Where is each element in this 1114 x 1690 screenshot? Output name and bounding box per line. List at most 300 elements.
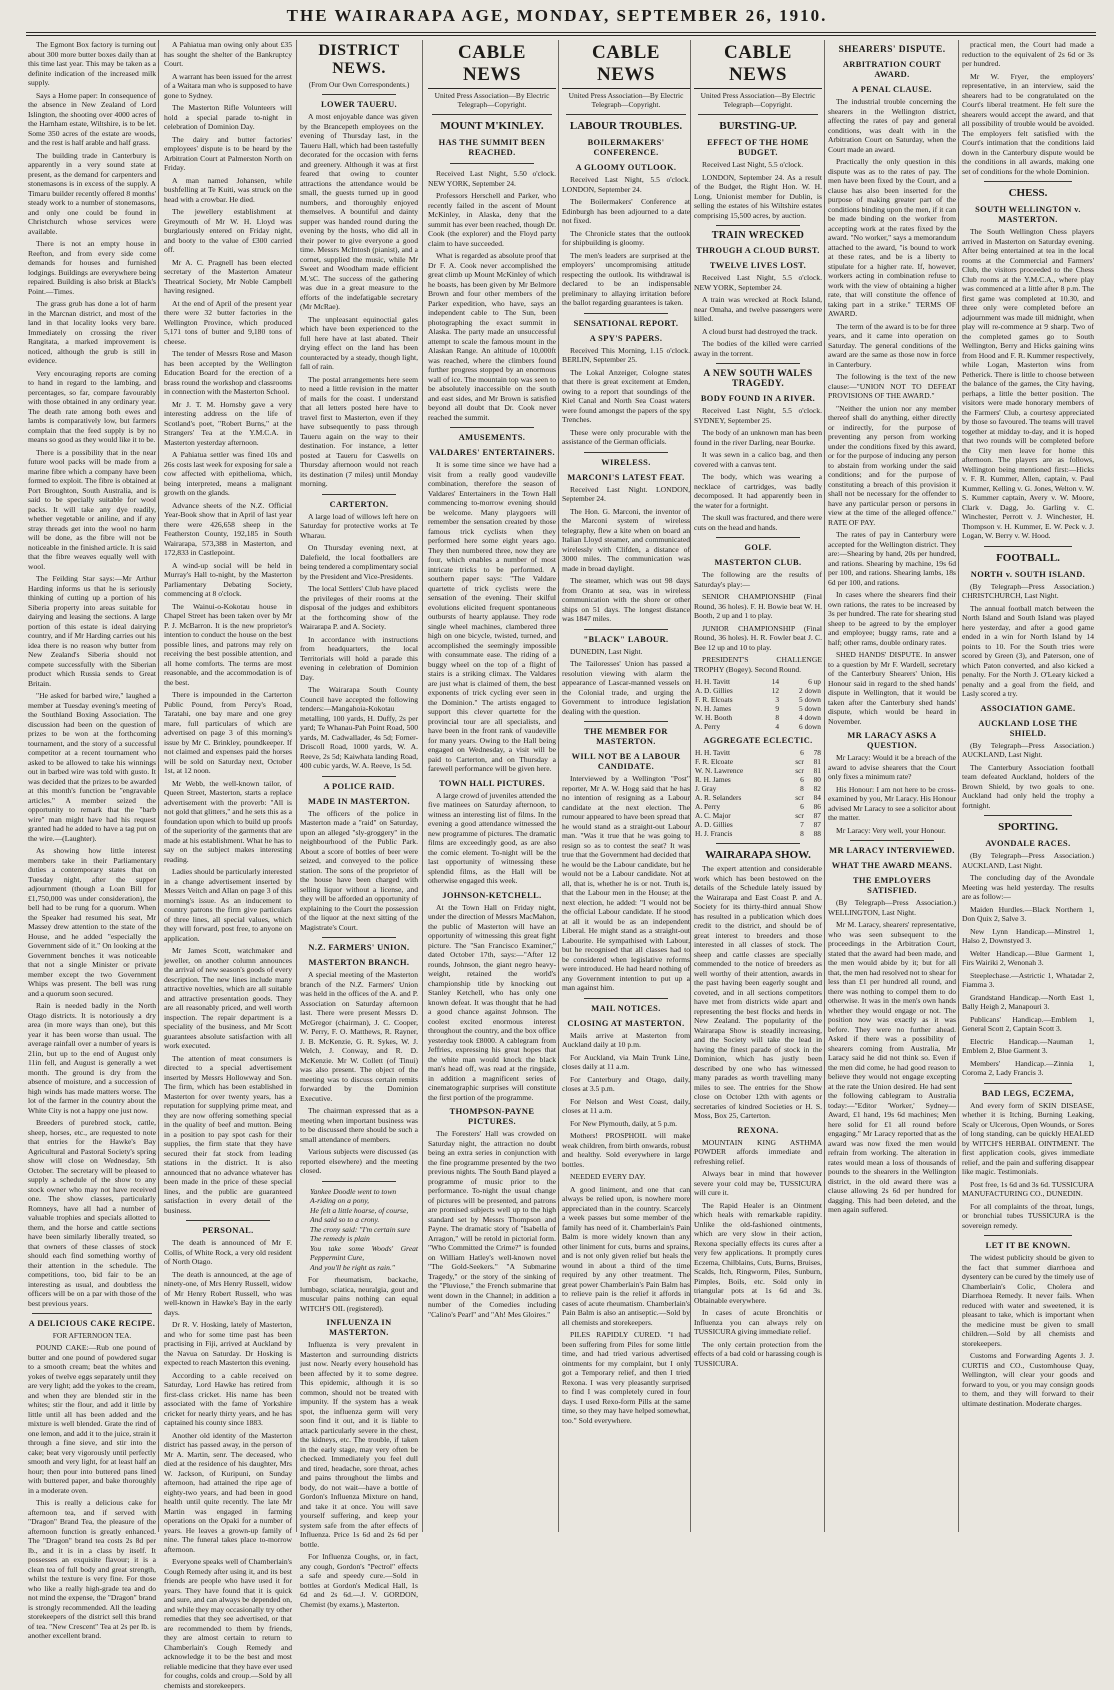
column-rule [824, 40, 825, 1532]
score-row [694, 713, 822, 722]
paragraph: The widest publicity should be given to the fact that summer diarrhoea and dysentery can be cured by the timely use of Chamberlain's Colic, Cholera and Diarrhoea Remedy. It never fails. When reduced with water and sweetened, it is pleasant to take, which is important when the medicine must be given to small children.—Sold by all chemists and storekeepers. [962, 1253, 1095, 1348]
wireless-subtitle: MARCONI'S LATEST FEAT. [567, 472, 685, 482]
section-divider [716, 225, 800, 226]
district-news-heading: DISTRICT NEWS. [318, 42, 400, 77]
column-1-paragraphs [28, 40, 156, 1308]
paragraph: SENIOR CHAMPIONSHIP (Final Round, 36 holes). F. H. Bowie beat W. H. Booth, 2 up and 1 to play. [694, 592, 822, 620]
paragraph: Very encouraging reports are coming to hand in regard to the lambing, and percentages, so far, compare favourably with those obtained in any ordinary year. The death rate among both ewes and lambs is comparatively low, but farmers complain that the feed supply is by no means so good as they would like it to be. [28, 368, 156, 444]
association-title: ASSOCIATION GAME. [980, 703, 1076, 713]
story-subheading: EFFECT OF THE HOME BUDGET. [707, 138, 809, 157]
section-divider [322, 776, 396, 777]
district-section-title: N.Z. FARMERS' UNION. [308, 943, 410, 952]
score-row [694, 784, 822, 793]
score-row [694, 829, 822, 838]
dateline: Received Last Night, 5.5 o'clock. LONDON, September 24. [562, 175, 690, 194]
paragraph: Electric Handicap.—Nauman 1, Emblem 2, Blue Garment 3. [962, 1036, 1094, 1055]
paragraph: The Rapid Healer is an Ointment which heals with remarkable rapidity. Unlike the old-fashioned ointments, which are very slow in their action, Rexona specially effects its cures after a very few applications. It promptly cures Eczema, Chilblains, Cuts, Burns, Bruises, Scalds, Itch, Ringworm, Piles, Sunburn, Pimples, Boils, etc. Sold only in triangular pots at 1s 6d and 3s. Obtainable everywhere. [694, 1200, 822, 1305]
paragraph: A warrant has been issued for the arrest of a Waitara man who is supposed to have gone to Sydney. [164, 71, 292, 100]
paragraph: The body, which was wearing a necklace of cartridges, was badly decomposed. It had apparently been in the water for a fortnight. [694, 472, 822, 510]
paragraph: His Honour: I am not here to be cross-examined by you, Mr Laracy. His Honour advised Mr Laracy to see a solicitor about the matter. [828, 784, 956, 822]
score-cell: 82 [813, 784, 821, 793]
paragraph: A large load of willows left here on Saturday for protective works at Te Wharau. [300, 511, 418, 540]
section-divider [984, 181, 1072, 182]
paragraph: The jewellery establishment at Greymouth of Mr W. H. Lloyd was burglariously entered on Friday night, and booty to the value of £300 carried off. [164, 207, 292, 254]
paragraph: Members' Handicap.—Zinnia 1, Coroma 2, Lady Francis 3. [962, 1058, 1094, 1077]
paragraph: It is some time since we have had a visit from a really good vaudeville combination, therefore the season of Valdares' Entertainers in the Town Hall commencing to-morrow evening should be welcome. Many playgoers will remember the sensation created by those famous trick cyclists when they performed here some eight years ago. They then numbered three, now they are four, which enables a number of most intricate tricks to be performed. A southern paper says: "The Valdare quartette of trick cyclists were the sensation of the evening. Their skilful evolutions elicited frequent spontaneous outbursts of hearty applause. They rode single wheel machines, clambered three high on one bicycle, twisted, turned, and accomplished the seemingly impossible with consummate ease. The riding of a buggy wheel on the top of a flight of stairs is a striking climax. The Valdares are just what is claimed of them, the best exponents of trick cycling ever seen in the Dominion." The artists engaged to support this clever quartette for the provincial tour are all specialists, and have been in the front rank of vaudeville for many years. Owing to the Hall being engaged on Wednesday, a visit will be paid to Carterton, and on Thursday a farewell performance will be given here. [428, 460, 556, 773]
paragraph: Customs and Forwarding Agents J. J. CURTIS and CO., Customhouse Quay, Wellington, will clear your goods and forward to you, or you may consign goods to them, and they will forward to their ultimate destination. Moderate charges. [962, 1351, 1094, 1408]
paragraph: Mr W. Fryer, the employers' representative, in an interview, said the shearers had to be congratulated on the Court's liberal treatment. He felt sure the shearers would accept the award, and that all possibility of trouble would be avoided. The employers felt satisfied with the Court's intimation that the conditions laid down in the Canterbury dispute would be the conditions in all awards, making one set of conditions for the whole Dominion. [962, 71, 1094, 176]
section-divider [450, 163, 534, 164]
football-title: FOOTBALL. [996, 551, 1060, 564]
story-subheading-2: A GLOOMY OUTLOOK. [575, 163, 677, 172]
cable-news-heading: CABLE NEWS [694, 42, 822, 89]
paragraph: A Pahiatua man owing only about £35 has sought the shelter of the Bankruptcy Court. [164, 40, 292, 68]
score-row [694, 802, 822, 811]
paragraph: The grass grub has done a lot of harm in the Marcnan district, and most of the land in that locality looks very bare. Immediately on crossing the river Rangitata, a marked improvement is noticed, although the grub is still in evidence. [28, 299, 156, 365]
verse-line: The crony said: "I'm certain sure [310, 1224, 411, 1234]
masthead-rule [26, 32, 1096, 33]
district-section-subtitle: MASTERTON BRANCH. [308, 958, 410, 967]
chess-subtitle: SOUTH WELLINGTON v. MASTERTON. [975, 205, 1081, 224]
score-row [694, 748, 822, 757]
score-cell: 6 down [799, 722, 821, 731]
district-sections [300, 100, 418, 1182]
aggregate-title: AGGREGATE ECLECTIC. [703, 736, 813, 745]
paragraph: "He asked for barbed wire," laughed a member at Tuesday evening's meeting of the Southland Boxing Association. The discussion had been on the question of prizes to be won at the forthcoming tournament, and the story of a successful competitor at a recent tournament who asked to be allowed to take his winnings out in barbed wire was told with gusto. It was decided that the prizes to be awarded at this month's function be "engravable articles." A member seized the opportunity to remark that the "barb wire" man might have had his request granted had he added to have a tag put on the wire.—(Laughter). [28, 691, 156, 843]
paragraph: The skull was fractured, and there were cuts on the head and hands. [694, 513, 822, 532]
cable-news-heading: CABLE NEWS [562, 42, 690, 89]
paragraph: Mails arrive at Masterton from Auckland daily at 10 p.m. [562, 1030, 690, 1049]
score-cell: 8 [775, 713, 780, 722]
section-divider [984, 815, 1072, 816]
paragraph: Another old identity of the Masterton district has passed away, in the person of Mr A. Martin, senr. The deceased, who died at the residence of his daughter, Mrs W. Jackson, of Kuripuni, on Sunday afternoon, had attained the ripe age of eighty-two years, and had been in good health until quite recently. The late Mr Martin was engaged in farming operations on the Opaki for a number of years. He leaves a grown-up family of nine. The funeral takes place to-morrow afternoon. [164, 1430, 292, 1554]
verse-line: And you'll be right as rain." [310, 1262, 395, 1272]
paragraph: (By Telegraph—Press Association.) CHRISTCHURCH, Last Night. [962, 581, 1094, 600]
paragraph: These were only procurable with the assistance of the German officials. [562, 427, 690, 446]
recipe-title: A DELICIOUS CAKE RECIPE. [28, 1319, 156, 1328]
paragraph: The Wairarapa South County Council have accepted the following tenders:—Mangahoia-Kokotau metalling, 100 yards, H. Duffy, 2s per yard; Te Whanau-Pah Point Road, 500 yards, M. Cadwallader, 4s 5d; Forner-Driscoll Road, 1000 yards, W. A. Reeve, 2s 5d; Kaiwhata landing Road, 400 cubic yards, W. A. Reeve, 1s 5d. [300, 685, 418, 770]
section-divider [716, 363, 800, 364]
dateline: Received Last Night, 5.50 o'clock. NEW YORK, September 24. [428, 169, 556, 188]
score-cell: 2 down [799, 686, 821, 695]
paragraph: Grandstand Handicap.—North East 1, Bally Heigh 2, Manapouri 3. [962, 992, 1094, 1011]
player-name: H. H. Tavitt [695, 677, 731, 686]
column-7 [828, 40, 956, 1532]
paragraph: Always bear in mind that however severe your cold may be, TUSSICURA will cure it. [694, 1169, 822, 1197]
black-labour-title: "BLACK" LABOUR. [583, 634, 669, 644]
show-paragraphs [694, 864, 822, 1121]
section-divider [450, 427, 534, 428]
employers-title: THE EMPLOYERS SATISFIED. [852, 876, 932, 895]
influenza-title: INFLUENZA IN MASTERTON. [326, 1318, 392, 1337]
verse-line: You take some Woods' Great Peppermint Cure, [310, 1243, 418, 1262]
train-subtitle-2: TWELVE LIVES LOST. [709, 261, 807, 270]
verse [310, 1187, 418, 1273]
paragraph: A train was wrecked at Rock Island, near Omaha, and twelve passengers were killed. [694, 295, 822, 323]
section-divider [698, 114, 818, 115]
nsw-paragraphs [694, 406, 822, 532]
score-cell: 78 [813, 748, 821, 757]
paragraph: The Chronicle states that the outlook for shipbuilding is gloomy. [562, 228, 690, 247]
spy-paragraphs [562, 346, 690, 447]
score-cell: 81 [813, 766, 821, 775]
section-divider [984, 1083, 1072, 1084]
let-it-be-known-title: LET IT BE KNOWN. [985, 1241, 1071, 1250]
wireless-title: WIRELESS. [601, 457, 651, 467]
paragraph: Received Last Night, 5.5 o'clock. SYDNEY, September 25. [694, 406, 822, 425]
player-name: W. H. Booth [695, 713, 733, 722]
paragraph: Mr Webb, the well-known tailor, of Queen Street, Masterton, starts a replace advertisement with the proverb: "All is not gold that glitters," and he sets this as a foundation upon which to build up proofs of the superiority of the garments that are made at his establishment. What he has to say on the subject makes interesting reading. [164, 778, 292, 864]
employers-paragraphs [828, 898, 956, 1215]
bad-legs-paragraphs [962, 1101, 1094, 1231]
laracy-title: MR LARACY ASKS A QUESTION. [847, 731, 937, 750]
paragraph: For New Plymouth, daily, at 5 p.m. [570, 1118, 678, 1128]
spy-subtitle: A SPY'S PAPERS. [589, 333, 663, 343]
paragraph: LONDON, September 24. As a result of the Budget, the Right Hon. W. H. Long, Unionist member for Dublin, is selling the estates of his Wiltshire estates comprising 15,500 acres, by auction. [694, 172, 822, 220]
score-cell: 12 [771, 686, 780, 695]
player-name: A. Perry [695, 722, 721, 731]
cable-news-heading: CABLE NEWS [428, 42, 556, 89]
column-5 [562, 40, 690, 1532]
paragraph: The Boilermakers' Conference at Edinburgh has been adjourned to a date not fixed. [562, 197, 690, 225]
paragraph: In cases of acute Bronchitis or Influenza you can always rely on TUSSICURA giving immediate relief. [694, 1308, 822, 1336]
paragraph: Various subjects were discussed (as reported elsewhere) and the meeting closed. [300, 1147, 418, 1175]
score-row [694, 775, 822, 784]
paragraph: The Wainui-o-Kokotau house in Chapel Street has been taken over by Mr P. J. McBarron. It is the new proprietor's intention to conduct the house on the best possible lines, and patrons may rely on receiving the best possible attention, and all home comforts. The terms are most reasonable, and the accommodation is of the best. [164, 601, 292, 687]
paragraph: practical men, the Court had made a reduction to the equivalent of 2s 6d or 3s per hundred. [962, 40, 1094, 68]
score-cell: 9 [775, 704, 780, 713]
score-row [694, 766, 822, 775]
paragraph: Professors Herschell and Parker, who recently failed in the ascent of Mount McKinley, in Alaska, deny that the summit has ever been reached, though Dr. Cook (the explorer) and the Floyd party claim to have succeeded. [428, 191, 556, 248]
personal-paragraphs [164, 1238, 292, 1690]
paragraph: Maiden Hurdles.—Black Northern 1, Don Quix 2, Salve 3. [962, 904, 1094, 923]
column-1 [28, 40, 157, 1640]
masthead-rule-lower [26, 35, 1096, 36]
paragraph: The industrial trouble concerning the shearers in the Wellington district, affecting the rates of pay and general conditions, was dealt with in the Arbitration Court on Saturday, when the Court made an award. [828, 97, 956, 154]
paragraph: The concluding day of the Avondale Meeting was held yesterday. The results are as follow:— [962, 873, 1094, 901]
let-it-be-known-paragraphs [962, 1253, 1094, 1408]
paragraph: The men's leaders are surprised at the employers' uncompromising attitude respecting the outlook. Its withdrawal is declared to be an indispensable preliminary to allaying irritation before the ballot regarding guarantees is taken. [562, 250, 690, 307]
masthead: THE WAIRARAPA AGE, MONDAY, SEPTEMBER 26, 1910. [286, 6, 828, 25]
paragraph: New Lynn Handicap.—Minstrel 1, Halso 2, Downstyed 3. [962, 926, 1094, 945]
paragraph: In accordance with instructions from headquarters, the local Territorials will hold a parade this evening in celebration of Dominion Day. [300, 634, 418, 682]
paragraph: At the Town Hall on Friday night, under the direction of Messrs MacMahon, the public of Masterton will have an opportunity of witnessing this great fight picture. The "San Francisco Examiner," dated October 17th, says:—"After 12 rounds, Johnson, the giant negro heavy-weight, retained the world's championship title by knocking out Stanley Ketchell, who has only one known defeat. It was thought that he had a good chance against Johnson. The coolest excited enormous interest throughout the country, and the box office yesterday took £8000. A cablegram from Jeffries, expressing his great hopes that the white man would knock the black man's head off, was read at the ringside, in addition a magnificent series of cinematographic surprises will constitute the first portion of the programme. [428, 902, 556, 1102]
player-name: A. C. Major [695, 811, 731, 820]
paragraph: Says a Home paper: In consequence of the absence in New Zealand of Lord Islington, the shooting over 4000 acres of the Harnham estate, Wiltshire, is to be let. Some 350 acres of the estate are woods, and the rest is half arable and half grass. [28, 90, 156, 147]
column-rule [296, 40, 297, 1532]
train-title: TRAIN WRECKED [711, 230, 805, 241]
paragraph: A wind-up social will be held in Murray's Hall to-night, by the Masterton Parliamentary Debating Society, commencing at 8 o'clock. [164, 560, 292, 598]
paragraph: NEEDED EVERY DAY. [570, 1172, 646, 1181]
chess-paragraphs [962, 227, 1094, 541]
score-row [694, 695, 822, 704]
thompson-payne-paragraphs [428, 1129, 556, 1319]
paragraph: For Influenza Coughs, or, in fact, any cough, Gordon's "Pectrol" effects a safe and speedy cure.—Sold in bottles at Gordon's Medical Hall, 1s 6d and 2s 6d.—J. V. GORDON, Chemist (by exams.), Masterton. [300, 1552, 418, 1609]
cable-credit: United Press Association—By Electric Telegraph—Copyright. [700, 91, 816, 109]
paragraph: As showing how little interest members take in their Parliamentary duties a contemporary states that on Tuesday night, after the supper adjournment (though a Loan Bill for £1,750,000 was under consideration), the bell had to be rung for a quorum. When the Speaker had resumed his seat, Mr Massey drew attention to the state of the House, and he added "especially the Government side of it." On looking at the Government benches it was noticeable that not a single Minister or private member except the two Government Whips was present. The bell was rung and a quorum soon secured. [28, 846, 156, 998]
paragraph: The dairy and butter factories' employees' dispute is to be heard by the Arbitration Court at Palmerston North on Friday. [164, 134, 292, 172]
paragraph: The South Wellington Chess players arrived in Masterton on Saturday evening. After being entertained at tea in the local rooms at the Commercial and Farmers' Club, the visitors proceeded to the Chess Club rooms at the Y.M.C.A., where play was commenced at a little after 8 p.m. The first game was completed at 10.30, and three only were completed before an adjournment was made till midnight, when play will re-commence at 9 sharp. Two of the completed games go to South Wellington, Berry and Hicks gaining wins from Hood and F. R. Kummer respectively, while Logan, Masterton wins from Petherick. There is little to choose between the balance of the games, the City having, perhaps, a little the better position. The visitors were made honorary members of the Farmers' Club, a courtesy appreciated by those so favoured. The teams will travel together at midday to-day, and it is hoped that two rounds will be completed before the City men leave for home this afternoon. The players are as follows, Wellington being mentioned first:—Hicks v. F. R. Kummer, Allen, captain, v. Paul Kummer, Kelling v. G. Jones, Welton v. W. S. Kummer captain, Avery v. W. Moore, Clark v. Dagg, Jo. Garling v. C. Winchester, Perrott v. J. Winchester, H. Thompson v. H. Kummer, E. W. Peck v. J. Logan, W. Berry v. W. Hood. [962, 227, 1094, 540]
paragraph: The postal arrangements here seem to need a little revision in the matter of mails for the coast. I understand that all letters posted here have to travel first to Masterton, even if they have subsequently to pass through Taueru again on the way to their destination. For instance, a letter posted at Taueru for Caswells on Thursday afternoon would not reach its destination (7 miles) until Monday morning. [300, 374, 418, 488]
mail-subtitle: CLOSING AT MASTERTON. [567, 1018, 685, 1028]
johnson-ketchell-title: JOHNSON-KETCHELL. [442, 890, 542, 900]
section-divider [432, 114, 552, 115]
score-cell: 7 [800, 820, 804, 829]
score-cell: 4 down [799, 713, 821, 722]
paragraph: The Feilding Star says:—Mr Arthur Harding informs us that he is seriously thinking of cutting up a portion of his Siberia property into areas suitable for dairying and leasing the sections. A large portion of this estate is ideal dairying country, and if Mr Harding carries out his idea there is no reason why butter from New Zealand's Siberia should not compete successfully with the Siberian product which Russia sends to Great Britain. [28, 574, 156, 688]
section-divider [984, 1235, 1072, 1236]
column-rule [958, 40, 959, 1532]
paragraph: The only certain protection from the effects of a bad cold or harassing cough is TUSSICURA. [694, 1339, 822, 1368]
paragraph: A large crowd of juveniles attended the five matinees on Saturday afternoon, to witness an interesting list of films. In the evening a good attendance witnessed the new programme of pictures. The dramatic films are exceedingly good, as are also the comic element. To-night will be the last opportunity of witnessing these splendid films, as the Hall will be otherwise engaged this week. [428, 790, 556, 885]
column-rule [422, 40, 423, 1532]
section-divider [322, 937, 396, 938]
player-name: H. H. Tavitt [695, 748, 731, 757]
paragraph: The officers of the police in Masterton made a "raid" on Saturday, upon an alleged "sly-groggery" in the neighbourhood of the Public Park. About a score of bottles of beer were seized, and conveyed to the police station. The sons of the proprietor of the house have been charged with selling liquor without a license, and they will be afforded an opportunity of explaining to the Court the possession of the liquor at the next sitting of the Magistrate's Court. [300, 808, 418, 932]
chess-title: CHESS. [1008, 187, 1048, 199]
district-section-title: CARTERTON. [329, 499, 389, 509]
column-4 [428, 40, 556, 1532]
section-divider [186, 1220, 270, 1221]
paragraph: The annual football match between the North Island and South Island was played here yesterday, and after a good game ended in a win for North Island by 14 points to 10. For the South tries were scored by Green (3), and Paterson, one of which Paton converted, and also kicked a penalty. For the North J. O'Leary kicked a penalty and a goal from the field, and Lasly scored a try. [962, 603, 1094, 698]
bogey-table [694, 677, 822, 731]
paragraph: The following are the results of Saturday's play:— [694, 570, 822, 589]
paragraph: The attention of meat consumers is directed to a special advertisement inserted by Messrs Hollowway and Son. The firm, which has been established in Masterton for over twenty years, has a reputation for supplying prime meat, and they are now offering something special in the quality of beef and mutton. Being in a position to pay spot cash for their supplies, the firm state that they have secured their fat stock from leading stations in the district. It is also announced that no advance whatever has been made in the price of these special lines, and the public are guaranteed satisfaction in every detail of the business. [164, 1053, 292, 1215]
spy-title: SENSATIONAL REPORT. [573, 318, 679, 328]
rexona-title: REXONA. [737, 1125, 779, 1135]
score-cell: 8 [800, 829, 804, 838]
verse-line: A-riding on a pony, [310, 1196, 370, 1205]
aggregate-table [694, 748, 822, 838]
score-cell: 81 [813, 757, 821, 766]
johnson-ketchell-paragraphs [428, 903, 556, 1103]
score-cell: 84 [813, 793, 821, 802]
score-row [694, 677, 822, 686]
sporting-title: SPORTING. [998, 821, 1058, 833]
column-8-paragraphs [962, 40, 1094, 176]
paragraph: The body of an unknown man has been found in the river Darling, near Bourke. [694, 428, 822, 447]
paragraph: Mr J. T. M. Hornsby gave a very interesting address on the life of Scotland's poet, "Robert Burns," at the Strangers' Tea at the Y.M.C.A. in Masterton yesterday afternoon. [164, 399, 292, 447]
story-paragraphs [694, 173, 822, 221]
shearers-subheading-2: A PENAL CLAUSE. [852, 85, 932, 94]
score-cell: 6 [800, 748, 804, 757]
player-name: F. R. Elcoate [695, 757, 733, 766]
story-paragraphs [562, 197, 690, 308]
ad-paragraphs [300, 1275, 418, 1313]
section-divider [322, 494, 396, 495]
show-title: WAIRARAPA SHOW. [705, 849, 811, 861]
member-title: THE MEMBER FOR MASTERTON. [584, 727, 668, 746]
score-cell: 88 [813, 829, 821, 838]
paragraph: For Nelson and West Coast, daily, closes at 11 a.m. [562, 1096, 690, 1115]
paragraph: At the end of April of the present year there were 32 butter factories in the Wellington Province, which produced 5,171 tons of butter and 9,180 tons of cheese. [164, 298, 292, 346]
paragraph: A special meeting of the Masterton branch of the N.Z. Farmers' Union was held in the offices of the A. and P. Association on Saturday afternoon last. There were present Messrs D. McGregor (chairman), J. C. Cooper, W. Perry, F. O. Matthews, R. Rayner, J. B. McKenzie, G. R. Sykes, W. J. Welch, J. Conway, and R. D. McKenzie. Mr W. Collett (of Tinui) was also present. The object of the meeting was to discuss certain remits forwarded by the Dominion Executive. [300, 970, 418, 1103]
paragraph: Received This Morning, 1.15 o'clock. BERLIN, September 25. [562, 345, 690, 364]
cable-credit: United Press Association—By Electric Telegraph—Copyright. [568, 91, 684, 109]
paragraph: Mothers! PROSPHOIL will make weak children, from birth onwards, robust and healthy. Sold everywhere in large bottles. [562, 1131, 691, 1169]
paragraph: Ladies should be particularly interested in a change advertisement inserted by Messrs Veitch and Allan on page 3 of this morning's issue. As an inducement to country patrons the firm give particulars of three lines, all special values, which they will forward, post free, to anyone on application. [164, 867, 292, 943]
paragraph: The Masterton Rifle Volunteers will hold a special parade to-night in celebration of Dominion Day. [164, 103, 292, 131]
paragraph: PILES RAPIDLY CURED. "I had been suffering from Piles for some little time, and had tried various advertised ointments for my complaint, but I only got a Temporary relief, and then I tried Rexona. I was very pleasantly surprised to find I was completely cured in four days. I used Rexo-form Pills at the same time, so they may have helped somewhat, too." Sold everywhere. [562, 1330, 690, 1425]
paragraph: The building trade in Canterbury is apparently in a very sound state at present, as the demand for carpenters and stonemasons is in excess of the supply. A Timaru builder recently offered 8 months' steady work to a number of stonemasons, and only one could be found in Christchurch whose services were available. [28, 150, 156, 236]
paragraph: Advance sheets of the N.Z. Official Year-Book show that in April of last year there were 426,658 sheep in the Featherston County, 192,185 in South Wairarapa, 573,388 in Masterton, and 172,833 in Castlepoint. [164, 500, 292, 557]
score-cell: 8 [800, 784, 804, 793]
score-row [694, 704, 822, 713]
paragraph: The Foresters' Hall was crowded on Saturday night, the attraction no doubt being an extra series in conjunction with the fine programme presented by the two previous nights. The South Band played a programme of music prior to the performance. To-night the usual change of pictures will be presented, and patrons are promised subjects well up to the high standard set by Messrs Thompson and Payne. The dramatic story of "Isabella of Arragon," will be retold in pictorial form. "Who Committed the Crime?" is founded on William Hatley's well-known novel "The Gold-Seekers." "A Submarine Tragedy," or the story of the sinking of the "Pluviose," the French submarine that went down in the Channel; in addition a number of the Comedies including "Calino's Pearl" and "Ah! Mes Gloires." [428, 1129, 556, 1319]
verse-line: He felt a little hoarse, of course, [310, 1205, 409, 1215]
paragraph: Steeplechase.—Astrictic 1, Whatadar 2, Fiamma 3. [962, 970, 1094, 989]
paragraph: The chairman expressed that as a meeting when important business was to be discussed there should be such a small attendance of members. [300, 1106, 418, 1144]
score-cell: scr [795, 766, 804, 775]
score-cell: scr [795, 811, 804, 820]
interview-subtitle: WHAT THE AWARD MEANS. [831, 861, 953, 870]
shearers-heading: SHEARERS' DISPUTE. [838, 45, 946, 55]
paragraph: The Lokal Anzeiger, Cologne states that there is great excitement at Emden, owing to a report that soundings of the Kiel Canal and North Sea Coast waters were found amongst the papers of the spy Trenches. [562, 367, 690, 424]
column-rule [158, 40, 159, 1532]
member-paragraphs [562, 774, 690, 993]
paragraph: There is impounded in the Carterton Public Pound, from Percy's Road, Taratahi, one bay mare and one grey mare, full particulars of which are advertised on page 3 of this morning's issue by Mr C. Brinkley, poundkeeper. If not claimed and expenses paid the horses will be sold on Saturday next, October 1st, at 12 noon. [164, 690, 292, 775]
score-cell: 4 [775, 722, 780, 731]
score-cell: 87 [813, 820, 821, 829]
dateline: Received Last Night, 5.5 o'clock. [702, 160, 804, 169]
section-divider [322, 94, 396, 95]
section-divider [584, 313, 668, 314]
paragraph: Mr M. Laracy, shearers' representative, who was seen subsequent to the proceedings in the Arbitration Court, stated that the award had been made, and the men would abide by it; but for all that, the men had resolved not to shear for less than £1 per hundred all round, and there was nothing to compel them to do otherwise. It was in the men's own hands whether they would engage or not. The position now was exactly as it was before. They were no further ahead. Asked if there was a possibility of shearers coming from Australia, Mr Laracy said he did not think so. Even if the men did come, he had good reason to believe they would not engage excepting at the rate the Union desired. He had sent the following cablegram to Australia today:—"Editor 'Worker,' Sydney—Award, £1 hand, 19s 6d machines; Men here solid for £1 all round before engaging." Mr Laracy reported that as the award was now fixed the men would refrain from working. The alteration in rates would mean a loss of thousands of pounds to the shearers in the Wellington district, in the old award there was a clause allowing 2s 6d per hundred for dagging. This had been deleted, and the men again suffered. [828, 920, 956, 1214]
paragraph: The rates of pay in Canterbury were accepted for the Wellington district. They are:—Shearing by hand, 20s per hundred, and rations. Shearing by machine, 19s 6d per 100, and rations. Shearing lambs, 18s 6d per 100, and rations. [828, 530, 956, 587]
section-divider [32, 1313, 152, 1314]
player-name: R. H. James [695, 775, 731, 784]
town-hall-paragraphs [428, 791, 556, 886]
paragraph: "Neither the union nor any member thereof shall do anything, either directly or indirectly, for the purpose of preventing any person from working under the conditions fixed by this award, or for the purpose of inducing any person to abstain from working under the said conditions; and for the purpose of constituting a breach of this provision it shall not be necessary for the offender to have any particular person or persons in view at the time of the alleged offence." RATE OF PAY. [828, 403, 956, 527]
paragraph: According to a cable received on Saturday, Lord Hawke has retired from first-class cricket. His name has been associated with the fame of Yorkshire cricket for nearly thirty years, and he has captained his county since 1883. [164, 1370, 292, 1427]
section-divider [584, 721, 668, 722]
paragraph: Welter Handicap.—Blue Garment 1, Firs Wairiki 2, Wenonah 3. [962, 948, 1094, 967]
section-divider [984, 546, 1072, 547]
district-section-subtitle: MADE IN MASTERTON. [308, 796, 410, 806]
mail-title: MAIL NOTICES. [591, 1003, 661, 1013]
player-name: H. J. Francis [695, 829, 733, 838]
player-name: A. D. Gillies [695, 820, 733, 829]
paragraph: There is not an empty house in Reefton, and from every side come demands for houses and furnished lodgings. Buildings are everywhere being repaired. Building is also brisk at Black's Point.—Times. [28, 239, 156, 296]
column-3 [300, 40, 418, 1609]
paragraph: Mr Laracy: Would it be a breach of the award to advise shearers that the Court only fixes a minimum rate? [828, 753, 956, 781]
district-section-title: A POLICE RAID. [323, 781, 395, 791]
personal-title: PERSONAL. [202, 1226, 254, 1235]
score-row [694, 686, 822, 695]
paragraph: For Auckland, via Main Trunk Line, closes daily at 11 a.m. [562, 1052, 690, 1071]
paragraph: The Tailoresses' Union has passed a resolution viewing with alarm the appearance of Lascar-manned vessels on the Colonial trade, and urging the Government to introduce legislation dealing with the question. [562, 659, 690, 716]
district-news-credit: (From Our Own Correspondents.) [308, 80, 410, 89]
paragraph: The steamer, which was out 98 days from Oranto at sea, was in wireless communication with the shore or other ships on 51 days. The longest distance was 1847 miles. [562, 576, 690, 623]
column-rule [558, 40, 559, 1532]
section-divider [566, 114, 686, 115]
district-section-title: LOWER TAUERU. [320, 100, 398, 109]
score-row [694, 722, 822, 731]
laracy-paragraphs [828, 753, 956, 835]
paragraph: In cases where the shearers find their own rations, the rates to be increased by 3s per hundred. The rate for shearing stud sheep to be agreed to by the employer and employee; buggy rams, rate and a half; other rams, double ordinary rates. [828, 590, 956, 647]
section-divider [584, 452, 668, 453]
section-divider [850, 840, 934, 841]
paragraph: Interviewed by a Wellington "Post" reporter, Mr A. W. Hogg said that he has no intention of resigning as a Labour candidate at the next election. The rumour appeared to have been spread that he would stand as a straight-out Labour man. "Was it true that he was going to resign so as to contest the seat? It was true that the Government had decided that he would be the Labour candidate, but he would not be a Labour candidate. Not at all, that is, whether he is or not. Truth is, that the Labour men in the House; at the next election, he added: "I would not be the official Labour candidate. If he stood at all it would be as an independent Liberal. He might stand as a straight-out Labourite. He sympathised with Labour, but he recognised that all classes had to be considered when legislative reforms were introduced. He had heard nothing of any Government intention to put up a man against him. [562, 774, 690, 992]
paragraph: For all complaints of the throat, lungs, or bronchial tubes TUSSICURA is the sovereign remedy. [962, 1201, 1094, 1230]
player-name: A. Perry [695, 802, 721, 811]
column-8 [962, 40, 1094, 1532]
score-row [694, 811, 822, 820]
paragraph: What is regarded as absolute proof that Dr F. A. Cook never accomplished the great climb up Mount McKinley of which he boasts, has been given by Mr Belmore Brown and four other members of the Parker expedition, who have, says an independent cable to The Sun, been photographing the exact summit in Alaska. The party made an unsuccessful attempt to scale the famous mount in the Alaskan Range. An altitude of 10,000ft was reached, where the climbers found further progress stopped by an enormous wall of ice. The mountain top was seen to be absolutely inaccessible on the south and east sides, and Mr Brown is satisfied beyond all doubt that Dr. Cook never reached the summit. [428, 251, 556, 422]
paragraph: Received Last Night. LONDON, September 24. [562, 484, 690, 503]
sporting-paragraphs [962, 851, 1094, 1078]
football-paragraphs [962, 582, 1094, 699]
paragraph: The bodies of the killed were carried away in the torrent. [694, 339, 822, 358]
player-name: A. R. Selanders [695, 793, 742, 802]
score-cell: 14 [771, 677, 780, 686]
score-cell: scr [795, 793, 804, 802]
paragraph: The Canterbury Association football team defeated Auckland, holders of the Brown Shield, by two goals to one. Auckland had only held the trophy a fortnight. [962, 762, 1094, 810]
score-cell: scr [795, 757, 804, 766]
football-subtitle: NORTH v. SOUTH ISLAND. [970, 569, 1086, 579]
section-divider [322, 1181, 396, 1182]
paragraph: (By Telegraph—Press Association.) AUCKLAND, Last Night. [962, 851, 1094, 870]
paragraph: Publicans' Handicap.—Emblem 1, General Scott 2, Captain Scott 3. [962, 1014, 1094, 1033]
story-heading: BURSTING-UP. [719, 120, 797, 132]
paragraph: Mr James Scott, watchmaker and jeweller, on another column announces the arrival of new season's goods of every description. The new lines include many attractive novelties, which are all suitable and attractive presentation goods. They are all reasonably priced, and well worth inspection. The repair department is a speciality of the business, and Mr Scott guarantees absolute satisfaction with all work executed. [164, 946, 292, 1050]
paragraph: (By Telegraph—Press Association.) WELLINGTON, Last Night. [828, 898, 956, 917]
paragraph: The tender of Messrs Rose and Mason has been accepted by the Wellington Education Board for the erection of a brass round the workshop and classrooms in connection with the Masterton School. [164, 349, 292, 396]
amusements-subtitle: VALDARES' ENTERTAINERS. [429, 448, 555, 457]
paragraph: Practically the only question in this dispute was as to the rates of pay. The men have been fixed by the Court, and a clause has also been inserted for the purpose of making greater part of the conditions binding upon the men, if it can be made binding on the worker from accepting work at the rates fixed by the award. "No worker," says a memorandum attached to the award, "is bound to work at these rates, and be is a liberty to stipulate for a higher rate. If, however, workers acting in combination refuse to work with the view of obtaining a higher rate, that will constitute the offence of taking part in a strike." TERMS OF AWARD. [828, 157, 956, 318]
cable-credit: United Press Association—By Electric Telegraph—Copyright. [434, 91, 550, 109]
paragraph: The term of the award is to be for three years, and it came into operation on Saturday. The general conditions of the award are the same as those now in force in Canterbury. [828, 321, 956, 369]
amusements-title: AMUSEMENTS. [458, 433, 526, 442]
nsw-subtitle: BODY FOUND IN A RIVER. [700, 394, 816, 403]
paragraph: DUNEDIN, Last Night. [570, 646, 643, 656]
paragraph: And every form of SKIN DISEASE, whether it is Itching, Burning Leaking, Scaly or Ulcerous, Open Wounds, or Sores of long standing, can be quickly HEALED by WITCH'S HERBAL OINTMENT. The first application cools, gives immediate relief, and the pain and suffering disappear like magic. Testimonials. [962, 1100, 1094, 1176]
story-heading: LABOUR TROUBLES. [569, 120, 683, 132]
mail-paragraphs [562, 1031, 690, 1129]
paragraph: PRESIDENT'S CHALLENGE TROPHY (Bogey). Second Round. [694, 655, 822, 674]
paragraph: A good liniment, and one that can always be relied upon, is nowhere more appreciated than in the country. Scarcely a week passes but some member of the family has need of it. Chamberlain's Pain Balm is more widely known than any other liniment for cuts, burns and sprains, and is not only given relief but heals the wound in about a third of the time required by any other treatment. The great power Chamberlain's Pain Balm has to relieve pain is the relief it affords in cases of acute rheumatism. Chamberlain's Pain Balm is also an antiseptic.—Sold by all chemists and storekeepers. [562, 1184, 690, 1327]
score-cell: 80 [813, 775, 821, 784]
ad-paragraphs [562, 1131, 690, 1425]
interview-title: MR LARACY INTERVIEWED. [829, 846, 955, 855]
rexona-paragraphs [694, 1138, 822, 1369]
paragraph: A man named Johansen, while bushfelling at Te Kuiti, was struck on the head with a crowbar. He died. [164, 175, 292, 204]
score-cell: 6 [800, 775, 804, 784]
golf-paragraphs [694, 570, 822, 674]
bad-legs-title: BAD LEGS, ECZEMA, [982, 1088, 1074, 1098]
score-cell: 6 [800, 802, 804, 811]
score-cell: 3 [775, 695, 780, 704]
story-paragraphs [428, 191, 556, 422]
paragraph: There is a possibility that in the near future wool packs will be made from a marine fibre which a company have been formed to exploit. The fibre is obtained at Port Broughton, South Australia, and is said to be specially suitable for wool packs. It will take any dye readily, whether vegetable or aniline, and if any stray threads get into the wool no harm will be done, as the fibre will not be noticeable in the finished article. It is said that the fibre weaves equally well with wool. [28, 447, 156, 571]
section-divider [584, 629, 668, 630]
recipe-paragraphs [28, 1343, 156, 1641]
verse-line: Yankee Doodle went to town [310, 1186, 397, 1196]
player-name: A. D. Gillies [695, 686, 733, 695]
score-row [694, 820, 822, 829]
paragraph: For rheumatism, backache, lumbago, sciatica, neuralgia, gout and muscular pains nothing can equal WITCH'S OIL (registered). [300, 1275, 418, 1313]
paragraph: The unpleasant equinoctial gales which have been experienced to the full here have at last abated. Their drying effect on the land has been counteracted by a steady, though light, fall of rain. [300, 314, 418, 371]
paragraph: Mr Laracy: Very well, your Honour. [836, 825, 946, 835]
section-divider [584, 998, 668, 999]
paragraph: Breeders of purebred stock, cattle, sheep, horses, etc., are requested to note that entries for the Hawke's Bay Agricultural and Pastoral Society's spring show will close on Wednesday, 5th October. The secretary will be pleased to supply a schedule of the show to any stock owner who may not have received one. The show classes, particularly Romneys, have all had a number of valuable trophies and specials allotted to them, and the horse and cattle sections have been similarly liberally treated, so that owners of these classes of stock should each find something worthy of their attention in the schedule. The competitions, too, bid fair to be an interesting as usual, and doubtless the officers will be on a par with those of the best previous years. [28, 1118, 156, 1308]
member-subtitle: WILL NOT BE A LABOUR CANDIDATE. [571, 752, 681, 771]
paragraph: The following is the text of the new clause:—"UNION NOT TO DEFEAT PROVISIONS OF THE AWARD." [828, 372, 956, 400]
paragraph: On Thursday evening next, at Dalefield, the local footballers are being tendered a complimentary social by the President and Vice-Presidents. [300, 543, 418, 581]
paragraph: POUND CAKE:—Rub one pound of butter and one pound of powdered sugar to a smooth cream; beat the whites and yokes of twelve eggs separately until they are very light; add the yokes to the cream, and when they are blended stir in the whites; stir the flour, and add it little by little until all has been added and the mixture is well blended. Grate the rind of one lemon, and add it to the juice, strain it through a fine sieve, and stir into the cake; beat very vigorously until perfectly smooth and very light, for at least half an hour; then pour into buttered pans lined with buttered paper, and bake thoroughly in a moderate oven. [28, 1343, 157, 1495]
score-cell: 87 [813, 811, 821, 820]
paragraph: The death is announced, at the age of ninety-one, of Mrs Henry Russell, widow of Mr Henry Robert Russell, who was well-known in Hawke's Bay in the early days. [164, 1269, 292, 1317]
